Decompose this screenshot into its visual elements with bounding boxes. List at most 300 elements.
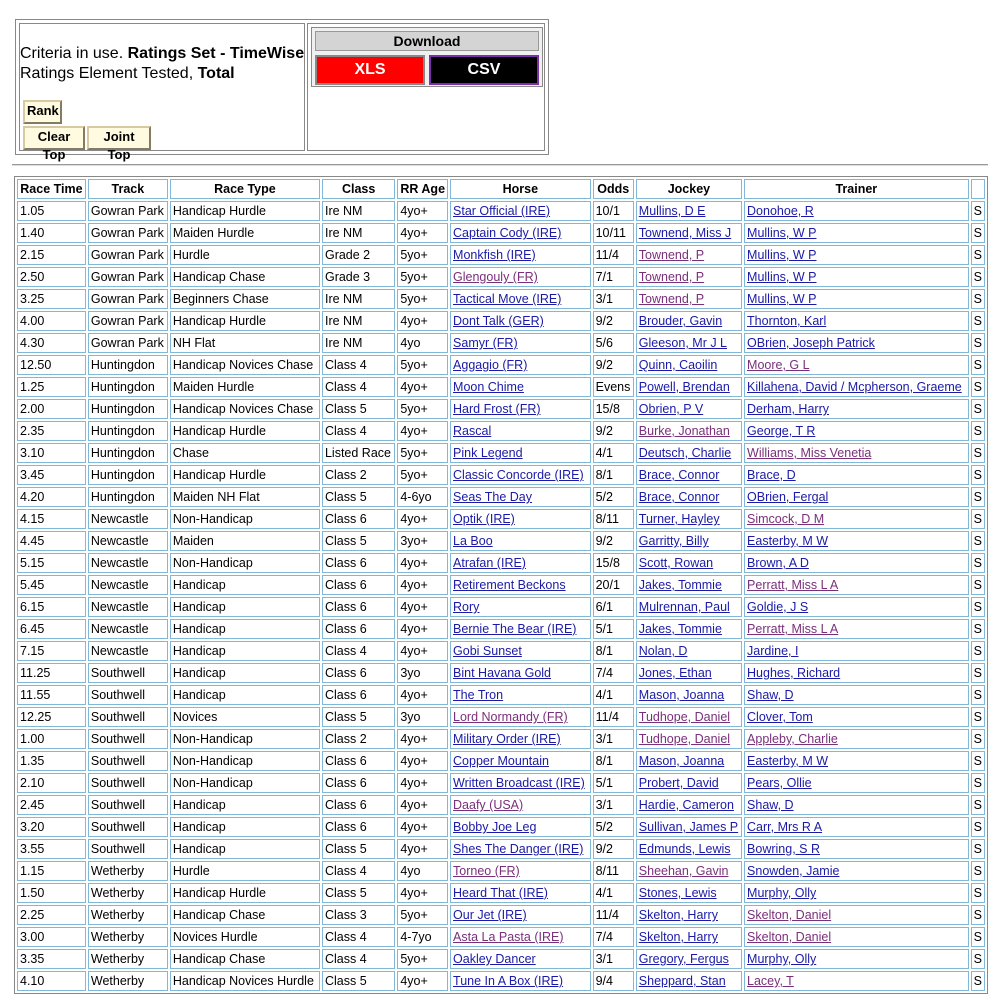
track-cell: Huntingdon <box>88 399 168 419</box>
jockey-link[interactable]: Garritty, Billy <box>638 534 709 548</box>
header-extra <box>971 179 985 199</box>
trainer-cell <box>744 861 969 881</box>
track-cell: Gowran Park <box>88 333 168 353</box>
extra-cell: S <box>971 619 985 639</box>
horse-link[interactable]: Bobby Joe Leg <box>453 820 537 834</box>
horse-cell <box>450 663 591 683</box>
table-row <box>17 289 985 309</box>
jockey-link[interactable]: Turner, Hayley <box>638 512 720 526</box>
jockey-link[interactable]: Sheppard, Stan <box>638 974 726 988</box>
horse-link[interactable]: The Tron <box>453 688 504 702</box>
rr-age-cell: 4yo+ <box>397 641 448 661</box>
class-cell: Class 5 <box>322 707 395 727</box>
trainer-cell <box>744 729 969 749</box>
rr-age-cell: 4yo+ <box>397 597 448 617</box>
jockey-cell <box>636 663 742 683</box>
horse-cell <box>450 245 591 265</box>
jockey-link[interactable]: Probert, David <box>638 776 719 790</box>
table-row <box>17 619 985 639</box>
horse-cell <box>450 751 591 771</box>
jockey-link[interactable]: Hardie, Cameron <box>638 798 734 812</box>
table-row <box>17 883 985 903</box>
horse-link[interactable]: Moon Chime <box>453 380 524 394</box>
jockey-link[interactable]: Townend, P <box>638 292 705 306</box>
trainer-link[interactable]: Clover, Tom <box>747 710 813 724</box>
extra-cell: S <box>971 883 985 903</box>
race-type-cell: Handicap Hurdle <box>170 311 320 331</box>
table-row <box>17 685 985 705</box>
trainer-link[interactable]: Skelton, Daniel <box>747 930 832 944</box>
track-cell: Southwell <box>88 663 168 683</box>
trainer-cell <box>744 245 969 265</box>
race-time-cell: 11.55 <box>17 685 86 705</box>
rr-age-cell: 4yo+ <box>397 223 448 243</box>
odds-cell: 5/6 <box>593 333 634 353</box>
horse-link[interactable]: Shes The Danger (IRE) <box>453 842 584 856</box>
class-cell: Ire NM <box>322 333 395 353</box>
race-type-cell: Novices <box>170 707 320 727</box>
trainer-link[interactable]: Killahena, David / Mcpherson, Graeme <box>747 380 962 394</box>
jockey-link[interactable]: Mason, Joanna <box>638 754 725 768</box>
extra-cell: S <box>971 465 985 485</box>
jockey-link[interactable]: Mason, Joanna <box>638 688 725 702</box>
trainer-link[interactable]: Murphy, Olly <box>747 886 817 900</box>
rr-age-cell: 4yo+ <box>397 311 448 331</box>
trainer-link[interactable]: Lacey, T <box>747 974 794 988</box>
trainer-cell <box>744 883 969 903</box>
trainer-link[interactable]: Snowden, Jamie <box>747 864 840 878</box>
odds-cell: 4/1 <box>593 685 634 705</box>
race-time-cell: 2.35 <box>17 421 86 441</box>
extra-cell: S <box>971 663 985 683</box>
horse-link[interactable]: Star Official (IRE) <box>453 204 551 218</box>
extra-cell: S <box>971 553 985 573</box>
horse-link[interactable]: Tactical Move (IRE) <box>453 292 562 306</box>
trainer-link[interactable]: Perratt, Miss L A <box>747 578 839 592</box>
horse-link[interactable]: Atrafan (IRE) <box>453 556 526 570</box>
race-type-cell: Handicap <box>170 619 320 639</box>
horse-link[interactable]: Classic Concorde (IRE) <box>453 468 584 482</box>
race-time-cell: 1.50 <box>17 883 86 903</box>
horse-link[interactable]: Gobi Sunset <box>453 644 522 658</box>
rr-age-cell: 4-6yo <box>397 487 448 507</box>
rr-age-cell: 5yo+ <box>397 289 448 309</box>
header-track[interactable]: Track <box>88 179 168 199</box>
extra-cell: S <box>971 839 985 859</box>
jockey-link[interactable]: Jakes, Tommie <box>638 578 722 592</box>
odds-cell: 3/1 <box>593 289 634 309</box>
jockey-link[interactable]: Gleeson, Mr J L <box>638 336 728 350</box>
trainer-link[interactable]: Brace, D <box>747 468 796 482</box>
track-cell: Newcastle <box>88 619 168 639</box>
odds-cell: 5/2 <box>593 817 634 837</box>
class-cell: Class 5 <box>322 531 395 551</box>
horse-link[interactable]: Optik (IRE) <box>453 512 515 526</box>
race-type-cell: Handicap Hurdle <box>170 201 320 221</box>
jockey-link[interactable]: Jones, Ethan <box>638 666 712 680</box>
horse-link[interactable]: Hard Frost (FR) <box>453 402 541 416</box>
class-cell: Class 6 <box>322 773 395 793</box>
rr-age-cell: 4yo+ <box>397 883 448 903</box>
odds-cell: 9/2 <box>593 311 634 331</box>
track-cell: Wetherby <box>88 905 168 925</box>
table-row <box>17 355 985 375</box>
jockey-cell <box>636 465 742 485</box>
trainer-link[interactable]: Derham, Harry <box>747 402 829 416</box>
rr-age-cell: 5yo+ <box>397 245 448 265</box>
jockey-cell <box>636 817 742 837</box>
horse-link[interactable]: Rascal <box>453 424 492 438</box>
trainer-link[interactable]: OBrien, Joseph Patrick <box>747 336 875 350</box>
trainer-link[interactable]: OBrien, Fergal <box>747 490 829 504</box>
horizontal-divider <box>12 164 988 166</box>
horse-link[interactable]: Rory <box>453 600 480 614</box>
trainer-cell <box>744 289 969 309</box>
odds-cell: 11/4 <box>593 245 634 265</box>
jockey-cell <box>636 795 742 815</box>
race-time-cell: 3.25 <box>17 289 86 309</box>
horse-cell <box>450 707 591 727</box>
download-title: Download <box>315 31 539 51</box>
trainer-cell <box>744 817 969 837</box>
xls-download-button[interactable]: XLS <box>315 55 425 85</box>
race-type-cell: Handicap Chase <box>170 949 320 969</box>
horse-cell <box>450 641 591 661</box>
rr-age-cell: 4yo+ <box>397 421 448 441</box>
rank-button[interactable]: Rank <box>23 100 62 124</box>
horse-link[interactable]: Glengouly (FR) <box>453 270 538 284</box>
trainer-cell <box>744 465 969 485</box>
track-cell: Newcastle <box>88 597 168 617</box>
horse-cell <box>450 443 591 463</box>
jockey-link[interactable]: Skelton, Harry <box>638 930 718 944</box>
jockey-link[interactable]: Sullivan, James P <box>638 820 739 834</box>
jockey-cell <box>636 509 742 529</box>
class-cell: Class 6 <box>322 751 395 771</box>
rr-age-cell: 4yo+ <box>397 509 448 529</box>
jockey-link[interactable]: Brouder, Gavin <box>638 314 723 328</box>
race-type-cell: Non-Handicap <box>170 509 320 529</box>
odds-cell: 9/2 <box>593 531 634 551</box>
extra-cell: S <box>971 729 985 749</box>
horse-link[interactable]: Samyr (FR) <box>453 336 518 350</box>
jockey-link[interactable]: Powell, Brendan <box>638 380 730 394</box>
jockey-link[interactable]: Townend, P <box>638 270 705 284</box>
track-cell: Southwell <box>88 685 168 705</box>
race-type-cell: Handicap Novices Hurdle <box>170 971 320 991</box>
header-rr-age[interactable]: RR Age <box>397 179 448 199</box>
jockey-link[interactable]: Burke, Jonathan <box>638 424 730 438</box>
track-cell: Newcastle <box>88 509 168 529</box>
joint-top-button[interactable]: Joint Top <box>87 126 151 150</box>
rr-age-cell: 4yo+ <box>397 377 448 397</box>
class-cell: Class 6 <box>322 817 395 837</box>
extra-cell: S <box>971 399 985 419</box>
results-table <box>14 176 988 994</box>
jockey-cell <box>636 949 742 969</box>
header-jockey[interactable]: Jockey <box>636 179 742 199</box>
odds-cell: 5/1 <box>593 773 634 793</box>
jockey-link[interactable]: Nolan, D <box>638 644 688 658</box>
race-time-cell: 2.15 <box>17 245 86 265</box>
trainer-cell <box>744 355 969 375</box>
jockey-cell <box>636 377 742 397</box>
trainer-link[interactable]: Goldie, J S <box>747 600 809 614</box>
trainer-cell <box>744 949 969 969</box>
jockey-link[interactable]: Stones, Lewis <box>638 886 717 900</box>
horse-link[interactable]: Bint Havana Gold <box>453 666 552 680</box>
track-cell: Newcastle <box>88 531 168 551</box>
odds-cell: 8/1 <box>593 641 634 661</box>
trainer-link[interactable]: Hughes, Richard <box>747 666 841 680</box>
jockey-cell <box>636 597 742 617</box>
jockey-cell <box>636 421 742 441</box>
class-cell: Class 5 <box>322 883 395 903</box>
jockey-cell <box>636 223 742 243</box>
trainer-link[interactable]: Carr, Mrs R A <box>747 820 823 834</box>
jockey-link[interactable]: Brace, Connor <box>638 490 720 504</box>
extra-cell: S <box>971 773 985 793</box>
trainer-link[interactable]: Mullins, W P <box>747 226 817 240</box>
trainer-cell <box>744 333 969 353</box>
track-cell: Gowran Park <box>88 289 168 309</box>
race-type-cell: Handicap <box>170 817 320 837</box>
jockey-link[interactable]: Obrien, P V <box>638 402 704 416</box>
jockey-link[interactable]: Townend, P <box>638 248 705 262</box>
jockey-link[interactable]: Sheehan, Gavin <box>638 864 729 878</box>
extra-cell: S <box>971 289 985 309</box>
header-horse[interactable]: Horse <box>450 179 591 199</box>
trainer-link[interactable]: Brown, A D <box>747 556 809 570</box>
criteria-label: Criteria in use. <box>20 45 124 62</box>
jockey-link[interactable]: Deutsch, Charlie <box>638 446 732 460</box>
table-row <box>17 377 985 397</box>
trainer-link[interactable]: Mullins, W P <box>747 292 817 306</box>
track-cell: Wetherby <box>88 971 168 991</box>
race-time-cell: 4.30 <box>17 333 86 353</box>
odds-cell: 3/1 <box>593 729 634 749</box>
trainer-link[interactable]: Mullins, W P <box>747 270 817 284</box>
class-cell: Ire NM <box>322 311 395 331</box>
table-row <box>17 509 985 529</box>
trainer-link[interactable]: George, T R <box>747 424 816 438</box>
horse-link[interactable]: Copper Mountain <box>453 754 549 768</box>
results-body <box>17 201 985 991</box>
race-time-cell: 3.35 <box>17 949 86 969</box>
trainer-link[interactable]: Easterby, M W <box>747 754 829 768</box>
trainer-cell <box>744 795 969 815</box>
extra-cell: S <box>971 685 985 705</box>
header-race-type[interactable]: Race Type <box>170 179 320 199</box>
race-type-cell: Handicap Novices Chase <box>170 399 320 419</box>
header-odds[interactable]: Odds <box>593 179 634 199</box>
horse-link[interactable]: Pink Legend <box>453 446 523 460</box>
trainer-link[interactable]: Moore, G L <box>747 358 810 372</box>
horse-link[interactable]: Written Broadcast (IRE) <box>453 776 585 790</box>
trainer-link[interactable]: Williams, Miss Venetia <box>747 446 872 460</box>
horse-cell <box>450 333 591 353</box>
horse-link[interactable]: Asta La Pasta (IRE) <box>453 930 564 944</box>
trainer-link[interactable]: Mullins, W P <box>747 248 817 262</box>
horse-cell <box>450 201 591 221</box>
trainer-link[interactable]: Pears, Ollie <box>747 776 812 790</box>
horse-link[interactable]: Daafy (USA) <box>453 798 524 812</box>
horse-link[interactable]: Torneo (FR) <box>453 864 520 878</box>
trainer-link[interactable]: Bowring, S R <box>747 842 820 856</box>
race-time-cell: 2.25 <box>17 905 86 925</box>
race-type-cell: Handicap <box>170 641 320 661</box>
criteria-text <box>20 44 304 84</box>
rr-age-cell: 5yo+ <box>397 443 448 463</box>
race-time-cell: 2.10 <box>17 773 86 793</box>
odds-cell: 8/11 <box>593 509 634 529</box>
race-type-cell: Handicap Hurdle <box>170 465 320 485</box>
jockey-link[interactable]: Townend, Miss J <box>638 226 732 240</box>
horse-link[interactable]: Lord Normandy (FR) <box>453 710 568 724</box>
race-type-cell: Handicap <box>170 575 320 595</box>
jockey-link[interactable]: Tudhope, Daniel <box>638 732 731 746</box>
trainer-cell <box>744 399 969 419</box>
extra-cell: S <box>971 245 985 265</box>
track-cell: Huntingdon <box>88 355 168 375</box>
extra-cell: S <box>971 641 985 661</box>
jockey-link[interactable]: Edmunds, Lewis <box>638 842 731 856</box>
race-time-cell: 3.55 <box>17 839 86 859</box>
class-cell: Class 5 <box>322 399 395 419</box>
header-race-time[interactable]: Race Time <box>17 179 86 199</box>
race-time-cell: 3.00 <box>17 927 86 947</box>
trainer-link[interactable]: Shaw, D <box>747 798 794 812</box>
trainer-link[interactable]: Simcock, D M <box>747 512 825 526</box>
horse-cell <box>450 839 591 859</box>
odds-cell: 7/4 <box>593 927 634 947</box>
horse-link[interactable]: Our Jet (IRE) <box>453 908 527 922</box>
horse-link[interactable]: Retirement Beckons <box>453 578 566 592</box>
odds-cell: 7/1 <box>593 267 634 287</box>
horse-link[interactable]: Tune In A Box (IRE) <box>453 974 564 988</box>
horse-link[interactable]: Captain Cody (IRE) <box>453 226 562 240</box>
horse-link[interactable]: Oakley Dancer <box>453 952 536 966</box>
trainer-link[interactable]: Skelton, Daniel <box>747 908 832 922</box>
horse-link[interactable]: La Boo <box>453 534 493 548</box>
horse-cell <box>450 861 591 881</box>
jockey-link[interactable]: Gregory, Fergus <box>638 952 729 966</box>
extra-cell: S <box>971 223 985 243</box>
track-cell: Gowran Park <box>88 267 168 287</box>
trainer-cell <box>744 531 969 551</box>
race-time-cell: 1.25 <box>17 377 86 397</box>
jockey-cell <box>636 685 742 705</box>
class-cell: Class 6 <box>322 685 395 705</box>
jockey-link[interactable]: Brace, Connor <box>638 468 720 482</box>
trainer-cell <box>744 311 969 331</box>
trainer-link[interactable]: Jardine, I <box>747 644 799 658</box>
race-type-cell: Beginners Chase <box>170 289 320 309</box>
track-cell: Newcastle <box>88 575 168 595</box>
horse-cell <box>450 509 591 529</box>
trainer-cell <box>744 201 969 221</box>
trainer-cell <box>744 223 969 243</box>
race-time-cell: 1.15 <box>17 861 86 881</box>
table-row <box>17 245 985 265</box>
odds-cell: 8/1 <box>593 751 634 771</box>
race-type-cell: Handicap <box>170 597 320 617</box>
jockey-link[interactable]: Jakes, Tommie <box>638 622 722 636</box>
extra-cell: S <box>971 927 985 947</box>
horse-link[interactable]: Military Order (IRE) <box>453 732 561 746</box>
odds-cell: 6/1 <box>593 597 634 617</box>
horse-link[interactable]: Seas The Day <box>453 490 533 504</box>
rr-age-cell: 5yo+ <box>397 465 448 485</box>
jockey-link[interactable]: Tudhope, Daniel <box>638 710 731 724</box>
trainer-link[interactable]: Murphy, Olly <box>747 952 817 966</box>
odds-cell: 5/2 <box>593 487 634 507</box>
race-type-cell: Handicap Novices Chase <box>170 355 320 375</box>
odds-cell: 15/8 <box>593 553 634 573</box>
class-cell: Class 4 <box>322 421 395 441</box>
table-header-row <box>17 179 985 199</box>
table-row <box>17 641 985 661</box>
horse-cell <box>450 421 591 441</box>
race-type-cell: Novices Hurdle <box>170 927 320 947</box>
race-type-cell: Hurdle <box>170 861 320 881</box>
horse-link[interactable]: Dont Talk (GER) <box>453 314 544 328</box>
horse-link[interactable]: Aggagio (FR) <box>453 358 528 372</box>
jockey-link[interactable]: Skelton, Harry <box>638 908 718 922</box>
table-row <box>17 333 985 353</box>
trainer-link[interactable]: Easterby, M W <box>747 534 829 548</box>
race-type-cell: Maiden NH Flat <box>170 487 320 507</box>
jockey-cell <box>636 399 742 419</box>
jockey-cell <box>636 971 742 991</box>
trainer-cell <box>744 553 969 573</box>
jockey-link[interactable]: Scott, Rowan <box>638 556 714 570</box>
trainer-link[interactable]: Appleby, Charlie <box>747 732 838 746</box>
clear-top-button[interactable]: Clear Top <box>23 126 85 150</box>
race-time-cell: 3.10 <box>17 443 86 463</box>
jockey-cell <box>636 905 742 925</box>
horse-link[interactable]: Bernie The Bear (IRE) <box>453 622 577 636</box>
trainer-link[interactable]: Thornton, Karl <box>747 314 827 328</box>
table-row <box>17 795 985 815</box>
class-cell: Class 5 <box>322 839 395 859</box>
horse-link[interactable]: Monkfish (IRE) <box>453 248 536 262</box>
horse-cell <box>450 773 591 793</box>
extra-cell: S <box>971 487 985 507</box>
trainer-cell <box>744 619 969 639</box>
header-class[interactable]: Class <box>322 179 395 199</box>
csv-download-button[interactable]: CSV <box>429 55 539 85</box>
table-row <box>17 949 985 969</box>
race-time-cell: 12.25 <box>17 707 86 727</box>
rr-age-cell: 5yo+ <box>397 267 448 287</box>
trainer-cell <box>744 597 969 617</box>
track-cell: Newcastle <box>88 641 168 661</box>
trainer-link[interactable]: Shaw, D <box>747 688 794 702</box>
jockey-link[interactable]: Mullins, D E <box>638 204 706 218</box>
jockey-link[interactable]: Quinn, Caoilin <box>638 358 718 372</box>
trainer-link[interactable]: Perratt, Miss L A <box>747 622 839 636</box>
header-trainer[interactable]: Trainer <box>744 179 969 199</box>
extra-cell: S <box>971 751 985 771</box>
trainer-cell <box>744 421 969 441</box>
track-cell: Wetherby <box>88 883 168 903</box>
horse-link[interactable]: Heard That (IRE) <box>453 886 548 900</box>
jockey-cell <box>636 245 742 265</box>
trainer-link[interactable]: Donohoe, R <box>747 204 814 218</box>
trainer-cell <box>744 267 969 287</box>
jockey-link[interactable]: Mulrennan, Paul <box>638 600 730 614</box>
